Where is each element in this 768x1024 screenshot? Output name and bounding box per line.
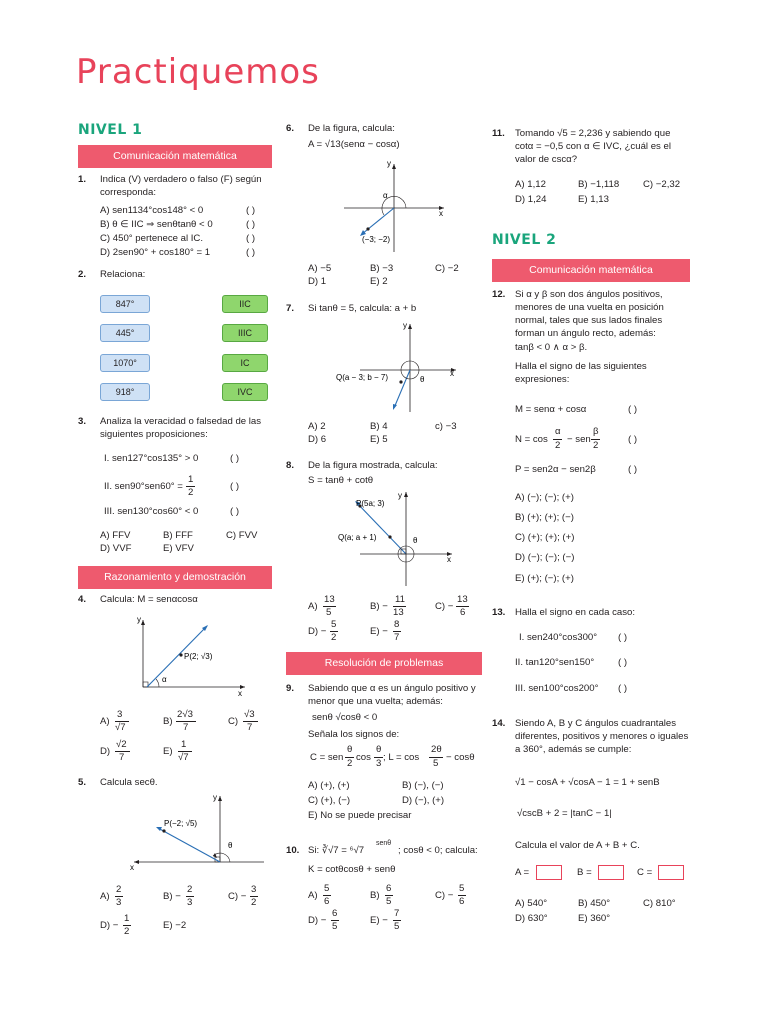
answer-paren: ( ) (628, 464, 638, 475)
proposition-ii: II. sen90°sen60° = (104, 481, 183, 492)
fraction-den: √7 (115, 722, 126, 733)
nivel-1-heading: NIVEL 1 (78, 122, 143, 138)
question-number: 3. (78, 416, 87, 427)
match-right-4[interactable]: IVC (222, 383, 268, 401)
point-p (162, 829, 165, 832)
option-d: D) VVF (100, 543, 132, 554)
y-label: y (403, 321, 407, 330)
question-text: Tomando √5 = 2,236 y sabiendo que (515, 128, 671, 139)
option-c: C) 810° (643, 898, 676, 909)
fraction-den: 6 (324, 896, 330, 907)
answer-paren: ( ) (246, 247, 256, 258)
case-ii: II. tan120°sen150° (515, 657, 595, 668)
question-formula: K = cotθcosθ + senθ (308, 864, 396, 875)
fraction-den: 5 (326, 607, 332, 618)
fraction-num: 8 (394, 619, 400, 630)
fraction-num: α (555, 426, 561, 437)
point-label: P(2; √3) (184, 652, 213, 661)
question-number: 12. (492, 289, 506, 300)
section-band-comunicacion: Comunicación matemática (78, 145, 272, 168)
fraction-num: 7 (394, 908, 400, 919)
question-text: expresiones: (515, 374, 570, 385)
option-c: C) (+), (−) (308, 795, 351, 806)
question-text: Halla el signo en cada caso: (515, 607, 635, 618)
option-c: C) −2,32 (643, 179, 681, 190)
question-text: corresponda: (100, 187, 156, 198)
question-number: 4. (78, 594, 87, 605)
question-text: Calcula: M = senαcosα (100, 594, 198, 605)
fraction-den: 3 (376, 758, 382, 769)
y-arrow (404, 492, 408, 497)
question-formula: A = √13(senα − cosα) (308, 139, 400, 150)
option-e: E) No se puede precisar (308, 810, 412, 821)
option-c: C) − (228, 891, 247, 902)
option-e: E) −2 (163, 920, 187, 931)
fraction-den: 2 (593, 440, 599, 451)
option-d: D) − (100, 920, 119, 931)
point-q (388, 535, 391, 538)
x-label: x (130, 863, 134, 872)
y-label: y (213, 793, 217, 802)
answer-paren: ( ) (246, 233, 256, 244)
answer-paren: ( ) (618, 657, 628, 668)
answer-paren: ( ) (246, 219, 256, 230)
question-text: cotα = −0,5 con α ∈ IVC, ¿cuál es el (515, 141, 671, 152)
question-text: diferentes, positivos y menores o iguales (515, 731, 689, 742)
page-title: Practiquemos (76, 52, 320, 92)
x-label: x (439, 209, 443, 218)
option-a: A) (308, 601, 318, 612)
question-text: valor de cscα? (515, 154, 578, 165)
question-text: Calcula secθ. (100, 777, 158, 788)
y-arrow (218, 796, 222, 801)
fraction-den: 7 (247, 722, 253, 733)
question-text: Si tanθ = 5, calcula: a + b (308, 303, 417, 314)
question-number: 11. (492, 128, 505, 139)
y-arrow (141, 620, 145, 625)
option-a: A) (+), (+) (308, 780, 350, 791)
option-b: B) FFF (163, 530, 193, 541)
label-a: A = (515, 867, 530, 878)
option-a: A) 540° (515, 898, 548, 909)
fraction-den: 2 (555, 440, 561, 451)
statement-d: D) 2sen90° + cos180° = 1 (100, 247, 211, 258)
expr-m: M = senα + cosα (515, 404, 587, 415)
point-q (399, 380, 402, 383)
fraction-den: 2 (347, 758, 353, 769)
answer-box-c[interactable] (658, 865, 684, 880)
question-number: 6. (286, 123, 295, 134)
option-b: B) (370, 890, 380, 901)
angle-label: θ (420, 375, 425, 384)
option-b: B) (+); (+); (−) (515, 512, 574, 523)
fraction-num: 2 (116, 884, 122, 895)
terminal-ray (362, 208, 394, 234)
match-right-3[interactable]: IC (222, 354, 268, 372)
point-label: (−3; −2) (362, 235, 391, 244)
question-text: Indica (V) verdadero o falso (F) según (100, 174, 262, 185)
fraction-num: 3 (117, 709, 123, 720)
option-e: E) − (370, 626, 388, 637)
question-number: 9. (286, 683, 295, 694)
question-text: Si α y β son dos ángulos positivos, (515, 289, 663, 300)
section-band-razonamiento: Razonamiento y demostración (78, 566, 272, 589)
question-text: Siendo A, B y C ángulos cuadrantales (515, 718, 677, 729)
question-number: 1. (78, 174, 87, 185)
question-text: Calcula el valor de A + B + C. (515, 840, 640, 851)
option-e: E) − (370, 915, 388, 926)
match-right-2[interactable]: IIIC (222, 324, 268, 342)
fraction-num: 5 (324, 883, 330, 894)
angle-label: α (383, 191, 388, 200)
fraction-num: 13 (457, 594, 468, 605)
q6-figure (340, 156, 450, 256)
answer-box-b[interactable] (598, 865, 624, 880)
option-a: A) (308, 890, 318, 901)
option-b: B) −1,118 (578, 179, 620, 190)
option-c: C) (228, 716, 239, 727)
proposition-i: I. sen127°cos135° > 0 (104, 453, 199, 464)
option-e: E) (+); (−); (+) (515, 573, 574, 584)
question-text: Si: ∛√7 = ⁶√7 (308, 845, 365, 856)
ray-arrow (156, 827, 162, 831)
option-c: C) −2 (435, 263, 459, 274)
expr-l-end: − cosθ (446, 752, 475, 763)
angle-label: θ (228, 841, 233, 850)
option-e: E) 1,13 (578, 194, 609, 205)
fraction-num: 1 (124, 913, 130, 924)
option-b: B) − (163, 891, 181, 902)
option-e: E) (163, 746, 173, 757)
fraction-den: 7 (183, 722, 189, 733)
point-p (179, 653, 182, 656)
expr-l-label: ; L = cos (383, 752, 420, 763)
option-a: A) 2 (308, 421, 326, 432)
q5-figure (128, 790, 268, 872)
q4-figure (125, 612, 255, 698)
nivel-2-heading: NIVEL 2 (492, 232, 557, 248)
q7-figure (332, 318, 462, 414)
answer-paren: ( ) (230, 506, 240, 517)
ray-arrow (393, 404, 397, 410)
option-b: B) 4 (370, 421, 388, 432)
option-d: D) (−); (−); (−) (515, 552, 575, 563)
superscript: senθ (376, 840, 392, 847)
fraction-num: 1 (181, 739, 187, 750)
question-text: De la figura, calcula: (308, 123, 395, 134)
expr-p: P = sen2α − sen2β (515, 464, 596, 475)
fraction-den: 5 (332, 921, 338, 932)
fraction-num: θ (347, 744, 353, 755)
option-d: D) − (308, 915, 327, 926)
option-c: c) −3 (435, 421, 457, 432)
question-text: a 360°, además se cumple: (515, 744, 632, 755)
match-left-4[interactable]: 918° (100, 383, 150, 401)
question-number: 13. (492, 607, 506, 618)
q8-figure (330, 488, 460, 588)
point (366, 227, 369, 230)
fraction-num: 5 (331, 619, 337, 630)
answer-paren: ( ) (628, 404, 638, 415)
expr-n-a: N = cos (515, 434, 548, 445)
proposition-iii: III. sen130°cos60° < 0 (104, 506, 199, 517)
case-iii: III. sen100°cos200° (515, 683, 599, 694)
fraction-den: 6 (459, 896, 465, 907)
fraction-den: √7 (178, 752, 189, 763)
question-text: De la figura mostrada, calcula: (308, 460, 438, 471)
equation-1: √1 − cosA + √cosA − 1 = 1 + senB (515, 777, 660, 788)
option-e: E) 360° (578, 913, 611, 924)
option-c: C) FVV (226, 530, 258, 541)
option-b: B) (−), (−) (402, 780, 444, 791)
answer-paren: ( ) (618, 632, 628, 643)
fraction-num: 13 (324, 594, 335, 605)
option-b: B) 450° (578, 898, 611, 909)
fraction-num: θ (376, 744, 382, 755)
option-d: D) (100, 746, 111, 757)
match-right-1[interactable]: IIC (222, 295, 268, 313)
angle-arc (156, 679, 159, 687)
condition: senθ √cosθ < 0 (312, 712, 378, 723)
option-d: D) (−), (+) (402, 795, 445, 806)
terminal-ray (158, 828, 220, 862)
answer-paren: ( ) (628, 434, 638, 445)
answer-paren: ( ) (230, 481, 240, 492)
x-arrow (134, 860, 139, 864)
statement-c: C) 450° pertenece al IC. (100, 233, 204, 244)
fraction-den: 3 (187, 897, 193, 908)
fraction-den: 2 (188, 487, 194, 498)
question-text: menores de una vuelta en posición (515, 302, 664, 313)
fraction-den: 3 (116, 897, 122, 908)
question-text: menor que una vuelta; además: (308, 696, 443, 707)
answer-paren: ( ) (618, 683, 628, 694)
y-arrow (392, 164, 396, 169)
fraction-den: 2 (331, 632, 337, 643)
question-number: 5. (78, 777, 87, 788)
option-a: A) (100, 716, 110, 727)
terminal-ray (394, 370, 410, 408)
case-i: I. sen240°cos300° (519, 632, 598, 643)
fraction-num: 2 (187, 884, 193, 895)
label-c: C = (637, 867, 653, 878)
statement-b: B) θ ∈ IIC ⇒ senθtanθ < 0 (100, 219, 213, 230)
fraction-num: 2θ (431, 744, 442, 755)
option-d: D) 1,24 (515, 194, 547, 205)
fraction-num: 3 (251, 884, 257, 895)
question-text: Sabiendo que α es un ángulo positivo y (308, 683, 476, 694)
question-text: siguientes proposiciones: (100, 429, 208, 440)
fraction-den: 6 (460, 607, 466, 618)
option-c: C) − (435, 601, 454, 612)
question-text: ; cosθ < 0; calcula: (398, 845, 478, 856)
fraction-num: 1 (188, 474, 194, 485)
label-b: B = (577, 867, 592, 878)
option-d: D) − (308, 626, 327, 637)
section-band-comunicacion-2: Comunicación matemática (492, 259, 690, 282)
answer-box-a[interactable] (536, 865, 562, 880)
fraction-den: 5 (394, 921, 400, 932)
expr-c-label: C = sen (310, 752, 344, 763)
x-label: x (450, 369, 454, 378)
question-number: 7. (286, 303, 295, 314)
question-text: tanβ < 0 ∧ α > β. (515, 342, 588, 353)
option-d: D) 630° (515, 913, 548, 924)
equation-2: √cscB + 2 = |tanC − 1| (517, 808, 612, 819)
fraction-num: 2√3 (177, 709, 193, 720)
question-number: 8. (286, 460, 295, 471)
option-b: B) (163, 716, 173, 727)
option-a: A) −5 (308, 263, 332, 274)
option-a: A) (100, 891, 110, 902)
statement-a: A) sen1134°cos148° < 0 (100, 205, 204, 216)
option-c: C) − (435, 890, 454, 901)
question-number: 10. (286, 845, 300, 856)
section-band-resolucion: Resolución de problemas (286, 652, 482, 675)
fraction-den: 7 (119, 752, 125, 763)
option-a: A) FFV (100, 530, 131, 541)
fraction-num: 11 (395, 594, 405, 605)
fraction-den: 5 (433, 758, 439, 769)
option-b: B) − (370, 601, 388, 612)
y-label: y (398, 491, 402, 500)
fraction-num: √2 (116, 739, 127, 750)
angle-label: α (162, 675, 167, 684)
option-c: C) (+); (+); (+) (515, 532, 575, 543)
option-e: E) 2 (370, 276, 388, 287)
point-label: P(−2; √5) (164, 819, 198, 828)
option-d: D) 6 (308, 434, 327, 445)
x-label: x (238, 689, 242, 698)
option-e: E) VFV (163, 543, 194, 554)
point-q-label: Q(a; a + 1) (338, 533, 377, 542)
match-left-1[interactable]: 847° (100, 295, 150, 313)
fraction-den: 5 (386, 896, 392, 907)
option-d: D) 1 (308, 276, 327, 287)
angle-label: θ (413, 536, 418, 545)
question-text: forman un ángulo recto, además: (515, 328, 656, 339)
point-p-label: P(5a; 3) (356, 499, 385, 508)
fraction-den: 2 (124, 926, 130, 937)
expr-n-b: − sen (567, 434, 591, 445)
fraction-num: 5 (459, 883, 465, 894)
question-text: Halla el signo de las siguientes (515, 361, 647, 372)
fraction-num: √3 (244, 709, 255, 720)
question-text: Señala los signos de: (308, 729, 400, 740)
point-label: Q(a − 3; b − 7) (336, 373, 389, 382)
fraction-num: 6 (332, 908, 338, 919)
terminal-ray (356, 502, 406, 554)
option-b: B) −3 (370, 263, 394, 274)
option-a: A) 1,12 (515, 179, 546, 190)
option-a: A) (−); (−); (+) (515, 492, 574, 503)
fraction-den: 13 (393, 607, 404, 618)
question-text: Analiza la veracidad o falsedad de las (100, 416, 262, 427)
match-left-2[interactable]: 445° (100, 324, 150, 342)
y-label: y (387, 159, 391, 168)
question-formula: S = tanθ + cotθ (308, 475, 374, 486)
option-e: E) 5 (370, 434, 388, 445)
answer-paren: ( ) (230, 453, 240, 464)
x-label: x (447, 555, 451, 564)
y-label: y (137, 615, 141, 624)
fraction-num: β (593, 426, 599, 437)
fraction-num: 6 (386, 883, 392, 894)
question-number: 2. (78, 269, 87, 280)
question-number: 14. (492, 718, 506, 729)
answer-paren: ( ) (246, 205, 256, 216)
fraction-den: 7 (394, 632, 400, 643)
question-text: normal, tales que sus lados finales (515, 315, 663, 326)
expr-c-mid: cos (356, 752, 371, 763)
question-text: Relaciona: (100, 269, 146, 280)
y-arrow (408, 324, 412, 329)
match-left-3[interactable]: 1070° (100, 354, 150, 372)
fraction-den: 2 (251, 897, 257, 908)
